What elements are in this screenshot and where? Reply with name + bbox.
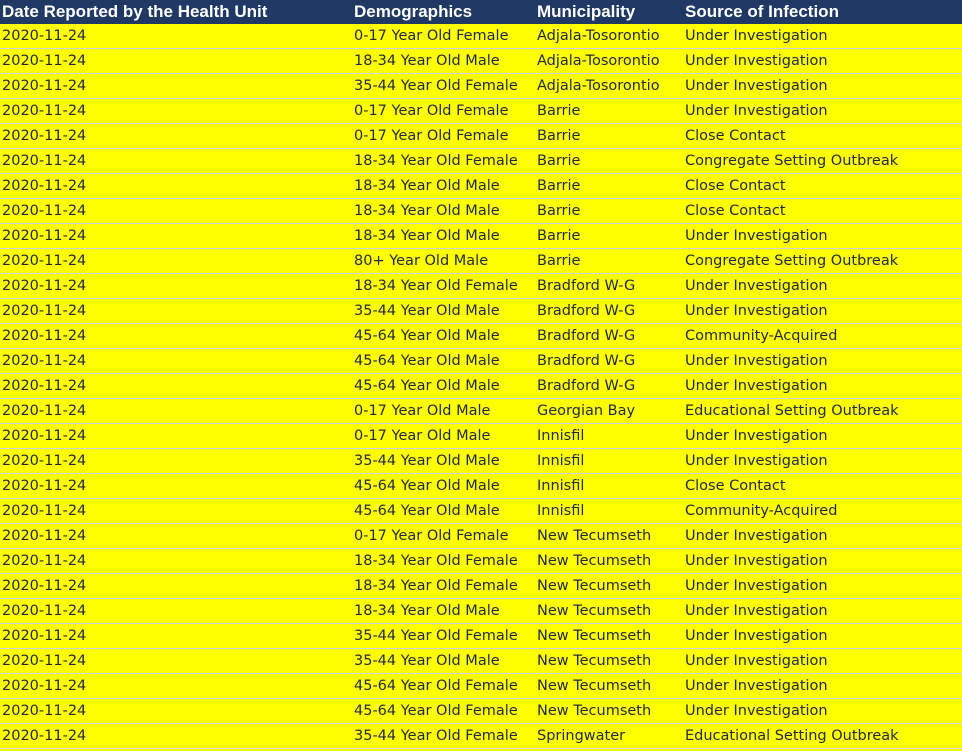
cell-demographics[interactable]: 0-17 Year Old Male xyxy=(352,399,535,424)
cell-demographics[interactable]: 35-44 Year Old Male xyxy=(352,449,535,474)
cell-source-of-infection[interactable]: Congregate Setting Outbreak xyxy=(683,249,962,274)
cell-demographics[interactable]: 0-17 Year Old Female xyxy=(352,524,535,549)
cell-source-of-infection[interactable]: Community-Acquired xyxy=(683,324,962,349)
cell-municipality[interactable]: New Tecumseth xyxy=(535,699,683,724)
table-row[interactable] xyxy=(0,249,962,274)
cell-municipality[interactable]: Bradford W-G xyxy=(535,349,683,374)
cell-source-of-infection[interactable]: Under Investigation xyxy=(683,224,962,249)
cell-municipality[interactable]: New Tecumseth xyxy=(535,574,683,599)
cell-demographics[interactable]: 18-34 Year Old Male xyxy=(352,49,535,74)
cell-date-reported[interactable]: 2020-11-24 xyxy=(0,574,352,599)
cell-date-reported[interactable]: 2020-11-24 xyxy=(0,499,352,524)
cell-date-reported[interactable]: 2020-11-24 xyxy=(0,399,352,424)
cell-demographics[interactable]: 45-64 Year Old Male xyxy=(352,474,535,499)
table-row[interactable] xyxy=(0,599,962,624)
cell-date-reported[interactable]: 2020-11-24 xyxy=(0,274,352,299)
table-row[interactable] xyxy=(0,724,962,749)
cell-date-reported[interactable]: 2020-11-24 xyxy=(0,549,352,574)
table-row[interactable] xyxy=(0,299,962,324)
cell-source-of-infection[interactable]: Under Investigation xyxy=(683,274,962,299)
table-row[interactable] xyxy=(0,499,962,524)
cell-demographics[interactable]: 35-44 Year Old Female xyxy=(352,724,535,749)
cell-municipality[interactable]: Adjala-Tosorontio xyxy=(535,24,683,49)
cell-date-reported[interactable]: 2020-11-24 xyxy=(0,374,352,399)
cell-demographics[interactable]: 0-17 Year Old Female xyxy=(352,99,535,124)
cell-demographics[interactable]: 45-64 Year Old Female xyxy=(352,699,535,724)
cell-municipality[interactable]: Innisfil xyxy=(535,449,683,474)
cell-municipality[interactable]: Barrie xyxy=(535,149,683,174)
cell-date-reported[interactable]: 2020-11-24 xyxy=(0,174,352,199)
cell-source-of-infection[interactable]: Close Contact xyxy=(683,124,962,149)
header-source-of-infection[interactable]: Source of Infection xyxy=(683,0,962,24)
table-row[interactable] xyxy=(0,124,962,149)
cell-demographics[interactable]: 18-34 Year Old Male xyxy=(352,224,535,249)
cell-municipality[interactable]: Adjala-Tosorontio xyxy=(535,74,683,99)
cell-source-of-infection[interactable]: Close Contact xyxy=(683,199,962,224)
cell-demographics[interactable]: 0-17 Year Old Female xyxy=(352,24,535,49)
table-row[interactable] xyxy=(0,274,962,299)
table-row[interactable] xyxy=(0,99,962,124)
cell-date-reported[interactable]: 2020-11-24 xyxy=(0,24,352,49)
cell-source-of-infection[interactable]: Under Investigation xyxy=(683,699,962,724)
cell-source-of-infection[interactable]: Under Investigation xyxy=(683,549,962,574)
cell-demographics[interactable]: 45-64 Year Old Male xyxy=(352,349,535,374)
cell-municipality[interactable]: Bradford W-G xyxy=(535,274,683,299)
cell-municipality[interactable]: Springwater xyxy=(535,724,683,749)
cell-date-reported[interactable]: 2020-11-24 xyxy=(0,524,352,549)
table-row[interactable] xyxy=(0,349,962,374)
cell-source-of-infection[interactable]: Under Investigation xyxy=(683,524,962,549)
cell-date-reported[interactable]: 2020-11-24 xyxy=(0,624,352,649)
table-row[interactable] xyxy=(0,24,962,49)
cell-demographics[interactable]: 18-34 Year Old Male xyxy=(352,599,535,624)
cell-municipality[interactable]: Bradford W-G xyxy=(535,374,683,399)
cell-municipality[interactable]: New Tecumseth xyxy=(535,549,683,574)
cell-demographics[interactable]: 35-44 Year Old Female xyxy=(352,74,535,99)
cell-date-reported[interactable]: 2020-11-24 xyxy=(0,124,352,149)
cell-source-of-infection[interactable]: Educational Setting Outbreak xyxy=(683,399,962,424)
table-row[interactable] xyxy=(0,649,962,674)
cell-municipality[interactable]: Barrie xyxy=(535,199,683,224)
cell-source-of-infection[interactable]: Under Investigation xyxy=(683,74,962,99)
header-date-reported[interactable]: Date Reported by the Health Unit xyxy=(0,0,352,24)
cell-municipality[interactable]: New Tecumseth xyxy=(535,649,683,674)
cell-date-reported[interactable]: 2020-11-24 xyxy=(0,249,352,274)
table-row[interactable] xyxy=(0,524,962,549)
cell-demographics[interactable]: 35-44 Year Old Male xyxy=(352,299,535,324)
cell-source-of-infection[interactable]: Under Investigation xyxy=(683,574,962,599)
cell-source-of-infection[interactable]: Community-Acquired xyxy=(683,499,962,524)
cell-demographics[interactable]: 35-44 Year Old Male xyxy=(352,649,535,674)
cell-demographics[interactable]: 80+ Year Old Male xyxy=(352,249,535,274)
cell-demographics[interactable]: 0-17 Year Old Male xyxy=(352,424,535,449)
cell-date-reported[interactable]: 2020-11-24 xyxy=(0,449,352,474)
cell-municipality[interactable]: New Tecumseth xyxy=(535,674,683,699)
cell-date-reported[interactable]: 2020-11-24 xyxy=(0,74,352,99)
table-row[interactable] xyxy=(0,174,962,199)
cell-date-reported[interactable]: 2020-11-24 xyxy=(0,49,352,74)
cell-date-reported[interactable]: 2020-11-24 xyxy=(0,199,352,224)
cell-municipality[interactable]: Adjala-Tosorontio xyxy=(535,49,683,74)
table-row[interactable] xyxy=(0,49,962,74)
cell-municipality[interactable]: New Tecumseth xyxy=(535,524,683,549)
cell-date-reported[interactable]: 2020-11-24 xyxy=(0,424,352,449)
cell-demographics[interactable]: 45-64 Year Old Male xyxy=(352,499,535,524)
cell-date-reported[interactable]: 2020-11-24 xyxy=(0,99,352,124)
cell-source-of-infection[interactable]: Under Investigation xyxy=(683,449,962,474)
cell-demographics[interactable]: 18-34 Year Old Female xyxy=(352,574,535,599)
cell-date-reported[interactable]: 2020-11-24 xyxy=(0,474,352,499)
cell-source-of-infection[interactable]: Under Investigation xyxy=(683,299,962,324)
table-row[interactable] xyxy=(0,699,962,724)
cell-demographics[interactable]: 45-64 Year Old Female xyxy=(352,674,535,699)
cell-demographics[interactable]: 45-64 Year Old Male xyxy=(352,374,535,399)
table-row[interactable] xyxy=(0,374,962,399)
cell-municipality[interactable]: Bradford W-G xyxy=(535,299,683,324)
cell-municipality[interactable]: Innisfil xyxy=(535,474,683,499)
cell-date-reported[interactable]: 2020-11-24 xyxy=(0,699,352,724)
header-municipality[interactable]: Municipality xyxy=(535,0,683,24)
cell-source-of-infection[interactable]: Under Investigation xyxy=(683,49,962,74)
table-row[interactable] xyxy=(0,224,962,249)
cell-municipality[interactable]: Georgian Bay xyxy=(535,399,683,424)
cell-municipality[interactable]: New Tecumseth xyxy=(535,599,683,624)
table-row[interactable] xyxy=(0,149,962,174)
cell-municipality[interactable]: Barrie xyxy=(535,224,683,249)
table-body xyxy=(0,24,962,749)
cell-date-reported[interactable]: 2020-11-24 xyxy=(0,324,352,349)
cell-municipality[interactable]: Barrie xyxy=(535,174,683,199)
table-row[interactable] xyxy=(0,399,962,424)
table-row[interactable] xyxy=(0,624,962,649)
cell-demographics[interactable]: 18-34 Year Old Female xyxy=(352,149,535,174)
cell-date-reported[interactable]: 2020-11-24 xyxy=(0,224,352,249)
cell-source-of-infection[interactable]: Under Investigation xyxy=(683,424,962,449)
cell-demographics[interactable]: 45-64 Year Old Male xyxy=(352,324,535,349)
cell-municipality[interactable]: Innisfil xyxy=(535,499,683,524)
cell-demographics[interactable]: 18-34 Year Old Male xyxy=(352,199,535,224)
header-row xyxy=(0,0,962,24)
cell-demographics[interactable]: 0-17 Year Old Female xyxy=(352,124,535,149)
cell-source-of-infection[interactable]: Close Contact xyxy=(683,174,962,199)
table-row[interactable] xyxy=(0,74,962,99)
table-row[interactable] xyxy=(0,449,962,474)
cell-date-reported[interactable]: 2020-11-24 xyxy=(0,649,352,674)
cell-source-of-infection[interactable]: Under Investigation xyxy=(683,649,962,674)
table-row[interactable] xyxy=(0,324,962,349)
cell-municipality[interactable]: Innisfil xyxy=(535,424,683,449)
cell-municipality[interactable]: Bradford W-G xyxy=(535,324,683,349)
cell-source-of-infection[interactable]: Under Investigation xyxy=(683,99,962,124)
table-row[interactable] xyxy=(0,424,962,449)
cell-source-of-infection[interactable]: Under Investigation xyxy=(683,349,962,374)
cell-source-of-infection[interactable]: Close Contact xyxy=(683,474,962,499)
cell-date-reported[interactable]: 2020-11-24 xyxy=(0,599,352,624)
cell-source-of-infection[interactable]: Under Investigation xyxy=(683,674,962,699)
cell-demographics[interactable]: 35-44 Year Old Female xyxy=(352,624,535,649)
table-row[interactable] xyxy=(0,549,962,574)
table-row[interactable] xyxy=(0,674,962,699)
cell-municipality[interactable]: Barrie xyxy=(535,124,683,149)
cell-date-reported[interactable]: 2020-11-24 xyxy=(0,149,352,174)
cell-demographics[interactable]: 18-34 Year Old Female xyxy=(352,274,535,299)
table-header xyxy=(0,0,962,24)
cell-demographics[interactable]: 18-34 Year Old Male xyxy=(352,174,535,199)
table-row[interactable] xyxy=(0,199,962,224)
cell-demographics[interactable]: 18-34 Year Old Female xyxy=(352,549,535,574)
cell-municipality[interactable]: Barrie xyxy=(535,99,683,124)
cell-municipality[interactable]: New Tecumseth xyxy=(535,624,683,649)
cell-source-of-infection[interactable]: Under Investigation xyxy=(683,24,962,49)
cell-date-reported[interactable]: 2020-11-24 xyxy=(0,349,352,374)
table-row[interactable] xyxy=(0,474,962,499)
cell-municipality[interactable]: Barrie xyxy=(535,249,683,274)
cell-source-of-infection[interactable]: Under Investigation xyxy=(683,599,962,624)
cell-source-of-infection[interactable]: Congregate Setting Outbreak xyxy=(683,149,962,174)
cell-source-of-infection[interactable]: Under Investigation xyxy=(683,374,962,399)
cell-source-of-infection[interactable]: Educational Setting Outbreak xyxy=(683,724,962,749)
table-row[interactable] xyxy=(0,574,962,599)
cell-date-reported[interactable]: 2020-11-24 xyxy=(0,674,352,699)
cell-source-of-infection[interactable]: Under Investigation xyxy=(683,624,962,649)
header-demographics[interactable]: Demographics xyxy=(352,0,535,24)
cell-date-reported[interactable]: 2020-11-24 xyxy=(0,724,352,749)
cell-date-reported[interactable]: 2020-11-24 xyxy=(0,299,352,324)
